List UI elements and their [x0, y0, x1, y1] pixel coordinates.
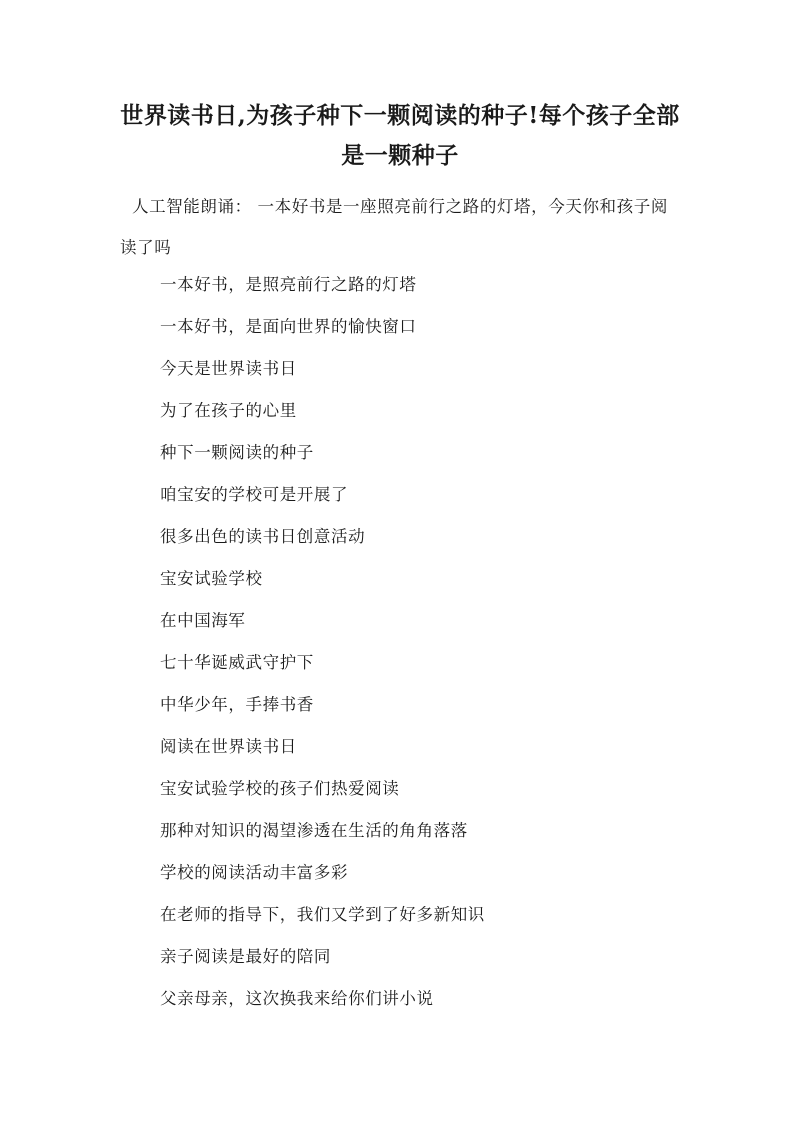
poem-lines: [160, 264, 485, 1020]
poem-line: 今天是世界读书日: [160, 359, 297, 378]
poem-line: 在老师的指导下，我们又学到了好多新知识: [160, 905, 485, 924]
poem-line: 在中国海军: [160, 611, 246, 630]
poem-line: 那种对知识的渴望渗透在生活的角角落落: [160, 821, 468, 840]
poem-line: 宝安试验学校的孩子们热爱阅读: [160, 779, 400, 798]
poem-line: 亲子阅读是最好的陪同: [160, 947, 331, 966]
poem-line: 宝安试验学校: [160, 569, 263, 588]
poem-line: 很多出色的读书日创意活动: [160, 527, 366, 546]
poem-line: 咱宝安的学校可是开展了: [160, 485, 349, 504]
document-title: 世界读书日,为孩子种下一颗阅读的种子!每个孩子全部是一颗种子: [120, 102, 680, 169]
poem-line: 种下一颗阅读的种子: [160, 443, 314, 462]
poem-line: 学校的阅读活动丰富多彩: [160, 863, 349, 882]
intro-paragraph: 人工智能朗诵： 一本好书是一座照亮前行之路的灯塔，今天你和孩子阅读了吗: [120, 197, 668, 257]
poem-line: 父亲母亲，这次换我来给你们讲小说: [160, 989, 434, 1008]
poem-line: 一本好书，是照亮前行之路的灯塔: [160, 275, 417, 294]
poem-line: 阅读在世界读书日: [160, 737, 297, 756]
poem-line: 七十华诞威武守护下: [160, 653, 314, 672]
poem-line: 一本好书，是面向世界的愉快窗口: [160, 317, 417, 336]
poem-line: 中华少年，手捧书香: [160, 695, 314, 714]
poem-line: 为了在孩子的心里: [160, 401, 297, 420]
